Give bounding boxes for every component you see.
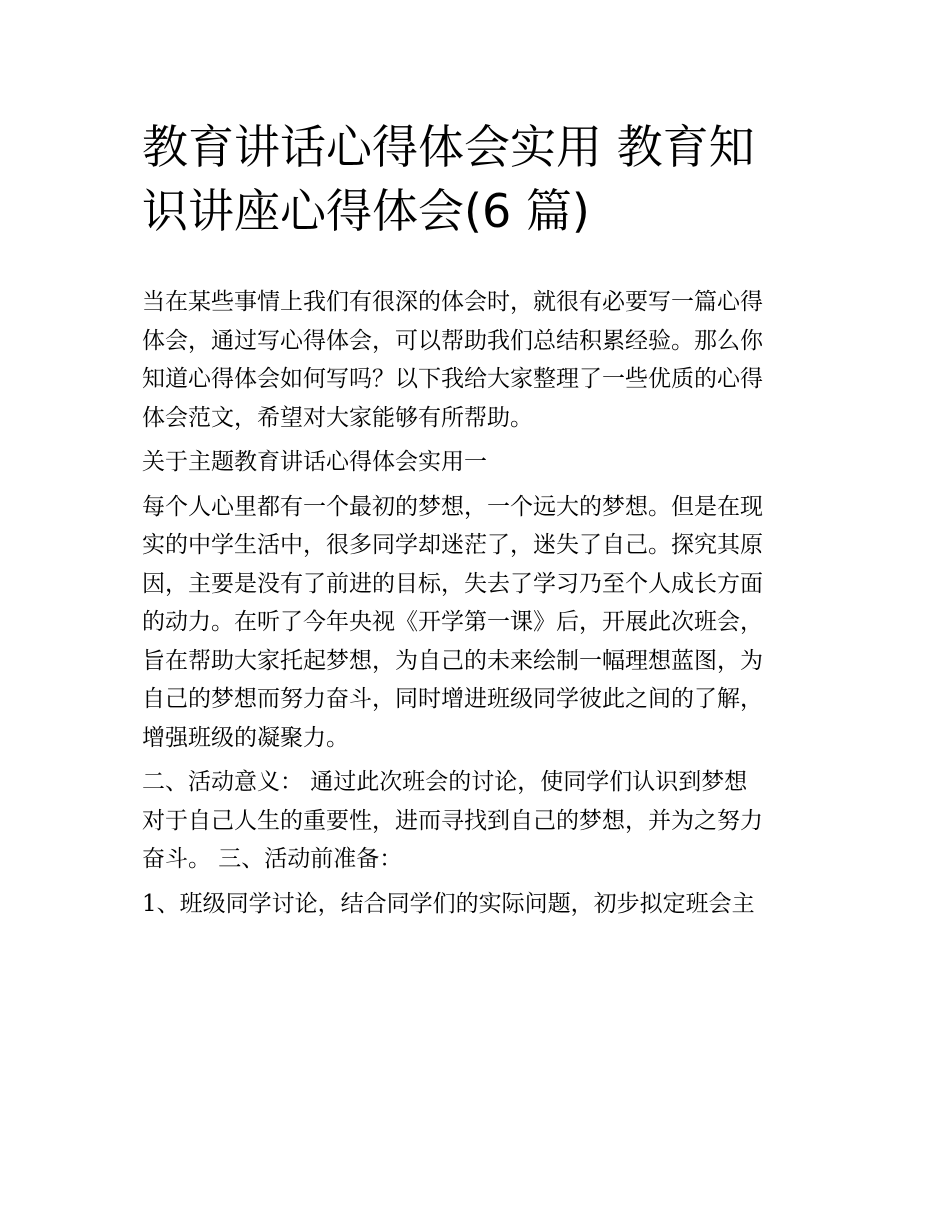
body-paragraph: 每个人心里都有一个最初的梦想，一个远大的梦想。但是在现 实的中学生活中，很多同学却迷茫了，迷失了自己。探究其原 因，主要是没有了前进的目标，失去了学习乃至个人成长方面 的动力。在听了今年央视《开学第一课》后，开展此次班会， 旨在帮助大家托起梦想，为自己的未来绘制一幅理想蓝图，为 自己的梦想而努力奋斗，同时增进班级同学彼此之间的了解， 增强班级的凝聚力。	[142, 493, 763, 751]
document-title: 教育讲话心得体会实用 教育知 识讲座心得体会(6 篇)	[142, 120, 755, 238]
section-heading: 关于主题教育讲话心得体会实用一	[142, 449, 487, 475]
preparation-item: 1、班级同学讨论，结合同学们的实际问题，初步拟定班会主	[142, 890, 755, 917]
document-body	[142, 283, 822, 923]
activity-significance-paragraph: 二、活动意义： 通过此次班会的讨论，使同学们认识到梦想 对于自己人生的重要性，进而寻找到自己的梦想，并为之努力 奋斗。 三、活动前准备：	[142, 769, 763, 872]
intro-paragraph: 当在某些事情上我们有很深的体会时，就很有必要写一篇心得 体会，通过写心得体会，可以帮助我们总结积累经验。那么你 知道心得体会如何写吗？以下我给大家整理了一些优质的心得 体会范文，希望对大家能够有所帮助。	[142, 289, 763, 431]
